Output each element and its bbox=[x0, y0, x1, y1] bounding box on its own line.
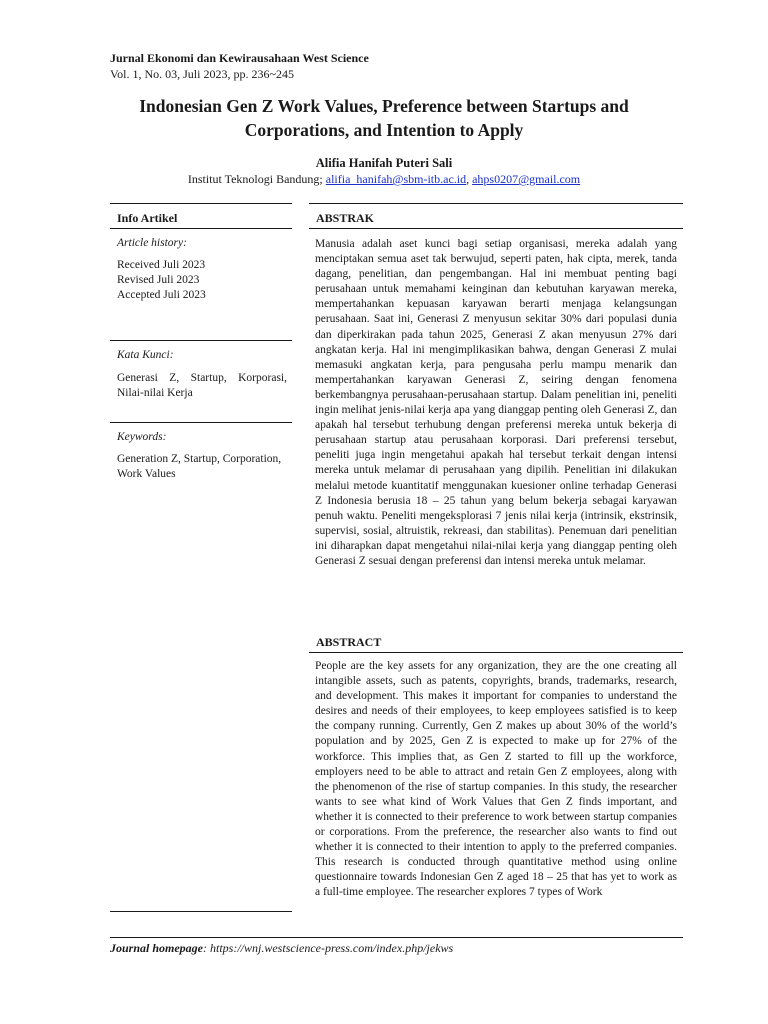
affiliation bbox=[0, 172, 768, 187]
email-link-1[interactable]: alifia_hanifah@sbm-itb.ac.id bbox=[325, 172, 467, 186]
keywords-label: Keywords: bbox=[117, 431, 167, 443]
revised-date: Revised Juli 2023 bbox=[117, 274, 200, 286]
abstract-text: People are the key assets for any organization, they are the one creating all intangible assets, such as patents, copyrights, brands, trademarks, research, and development. This makes it important for companies to understand the desires and needs of their employees, to keep employees satisfied is to keep the company running. Currently, Gen Z makes up about 30% of the world’s population and by 2025, Gen Z is expected to make up for 27% of the workforce. This implies that, as Gen Z started to fill up the workforce, employers need to be able to attract and retain Gen Z employees, along with the phenomenon of the rise of startup companies. In this study, the researcher wants to see what kind of Work Values that Gen Z finds important, and whether it is connected to their preference to work between startup companies or corporations. From the preference, the researcher also wants to find out whether it is connected to their intention to apply to the preferred companies. This research is conducted through quantitative method using online questionnaire towards Indonesian Gen Z aged 18 – 25 that has yet to work as a full-time employee. The researcher explores 7 types of Work bbox=[315, 660, 677, 899]
left-bottom-rule bbox=[110, 911, 292, 912]
author-name: Alifia Hanifah Puteri Sali bbox=[315, 156, 453, 170]
homepage-colon: : bbox=[203, 941, 211, 955]
homepage-url[interactable]: https://wnj.westscience-press.com/index.php/jekws bbox=[210, 941, 454, 955]
volume-line: Vol. 1, No. 03, Juli 2023, pp. 236~245 bbox=[110, 67, 294, 81]
kata-kunci-label: Kata Kunci: bbox=[117, 349, 174, 361]
paper-title: Indonesian Gen Z Work Values, Preference between Startups and Corporations, and Intention to Apply bbox=[139, 96, 629, 140]
abstrak-heading-rule bbox=[309, 228, 683, 229]
kata-kunci-rule bbox=[110, 340, 292, 341]
homepage-label: Journal homepage bbox=[110, 941, 204, 955]
info-heading-rule bbox=[110, 228, 292, 229]
keywords-list: Generation Z, Startup, Corporation, Work Values bbox=[117, 453, 282, 480]
journal-homepage bbox=[110, 941, 453, 956]
institution: Institut Teknologi Bandung; bbox=[187, 172, 326, 186]
abstrak-heading: ABSTRAK bbox=[316, 211, 375, 225]
keywords-rule bbox=[110, 422, 292, 423]
email-link-2[interactable]: ahps0207@gmail.com bbox=[472, 172, 581, 186]
info-artikel-heading: Info Artikel bbox=[117, 211, 178, 225]
abstract-heading: ABSTRACT bbox=[316, 635, 382, 649]
received-date: Received Juli 2023 bbox=[117, 259, 206, 271]
footer-rule bbox=[110, 937, 683, 938]
info-top-rule bbox=[110, 203, 292, 204]
abstrak-top-rule bbox=[309, 203, 683, 204]
journal-name: Jurnal Ekonomi dan Kewirausahaan West Science bbox=[110, 51, 369, 65]
accepted-date: Accepted Juli 2023 bbox=[117, 289, 206, 301]
abstract-heading-rule bbox=[309, 652, 683, 653]
email-separator: , bbox=[466, 172, 473, 186]
kata-kunci-list: Generasi Z, Startup, Korporasi, Nilai-nilai Kerja bbox=[117, 372, 287, 399]
article-history-label: Article history: bbox=[117, 237, 187, 249]
journal-header bbox=[110, 50, 369, 82]
abstrak-text: Manusia adalah aset kunci bagi setiap organisasi, mereka adalah yang menciptakan semua aset tak berwujud, seperti paten, hak cipta, merek, tanda dagang, penelitian, dan pengembangan. Hal ini membuat penting bagi perusahaan untuk memahami keinginan dan kebutuhan karyawan mereka, mempertahankan kepuasan karyawan berarti menjaga kelangsungan perusahaan. Saat ini, Generasi Z menyusun sekitar 30% dari populasi dunia dan diperkirakan pada tahun 2025, Generasi Z akan menyusun 27% dari angkatan kerja. Hal ini mengimplikasikan bahwa, dengan Generasi Z mulai memasuki angkatan kerja, para pengusaha perlu mampu menarik dan mempertahankan karyawan Generasi Z, seiring dengan fenomena berkembangnya perusahaan-perusahaan startup. Dalam penelitian ini, peneliti ingin melihat jenis-nilai kerja apa yang dianggap penting oleh Generasi Z, dan apakah hal tersebut terhubung dengan preferensi mereka untuk bekerja di perusahaan startup atau perusahaan korporasi. Dari preferensi tersebut, peneliti juga ingin mengetahui apakah hal tersebut terkait dengan intensi mereka untuk melamar di perusahaan yang dipilih. Penelitian ini dilakukan melalui metode kuantitatif menggunakan kuesioner online terhadap Generasi Z Indonesia berusia 18 – 25 tahun yang belum bekerja sebagai karyawan penuh waktu. Peneliti mengeksplorasi 7 jenis nilai kerja (intrinsik, ekstrinsik, supervisi, sosial, altruistik, rekreasi, dan stabilitas). Penemuan dari penelitian ini diharapkan dapat mengetahui nilai-nilai kerja yang dianggap penting oleh Generasi Z sesuai dengan preferensi dan intensi mereka untuk melamar. bbox=[315, 238, 677, 567]
